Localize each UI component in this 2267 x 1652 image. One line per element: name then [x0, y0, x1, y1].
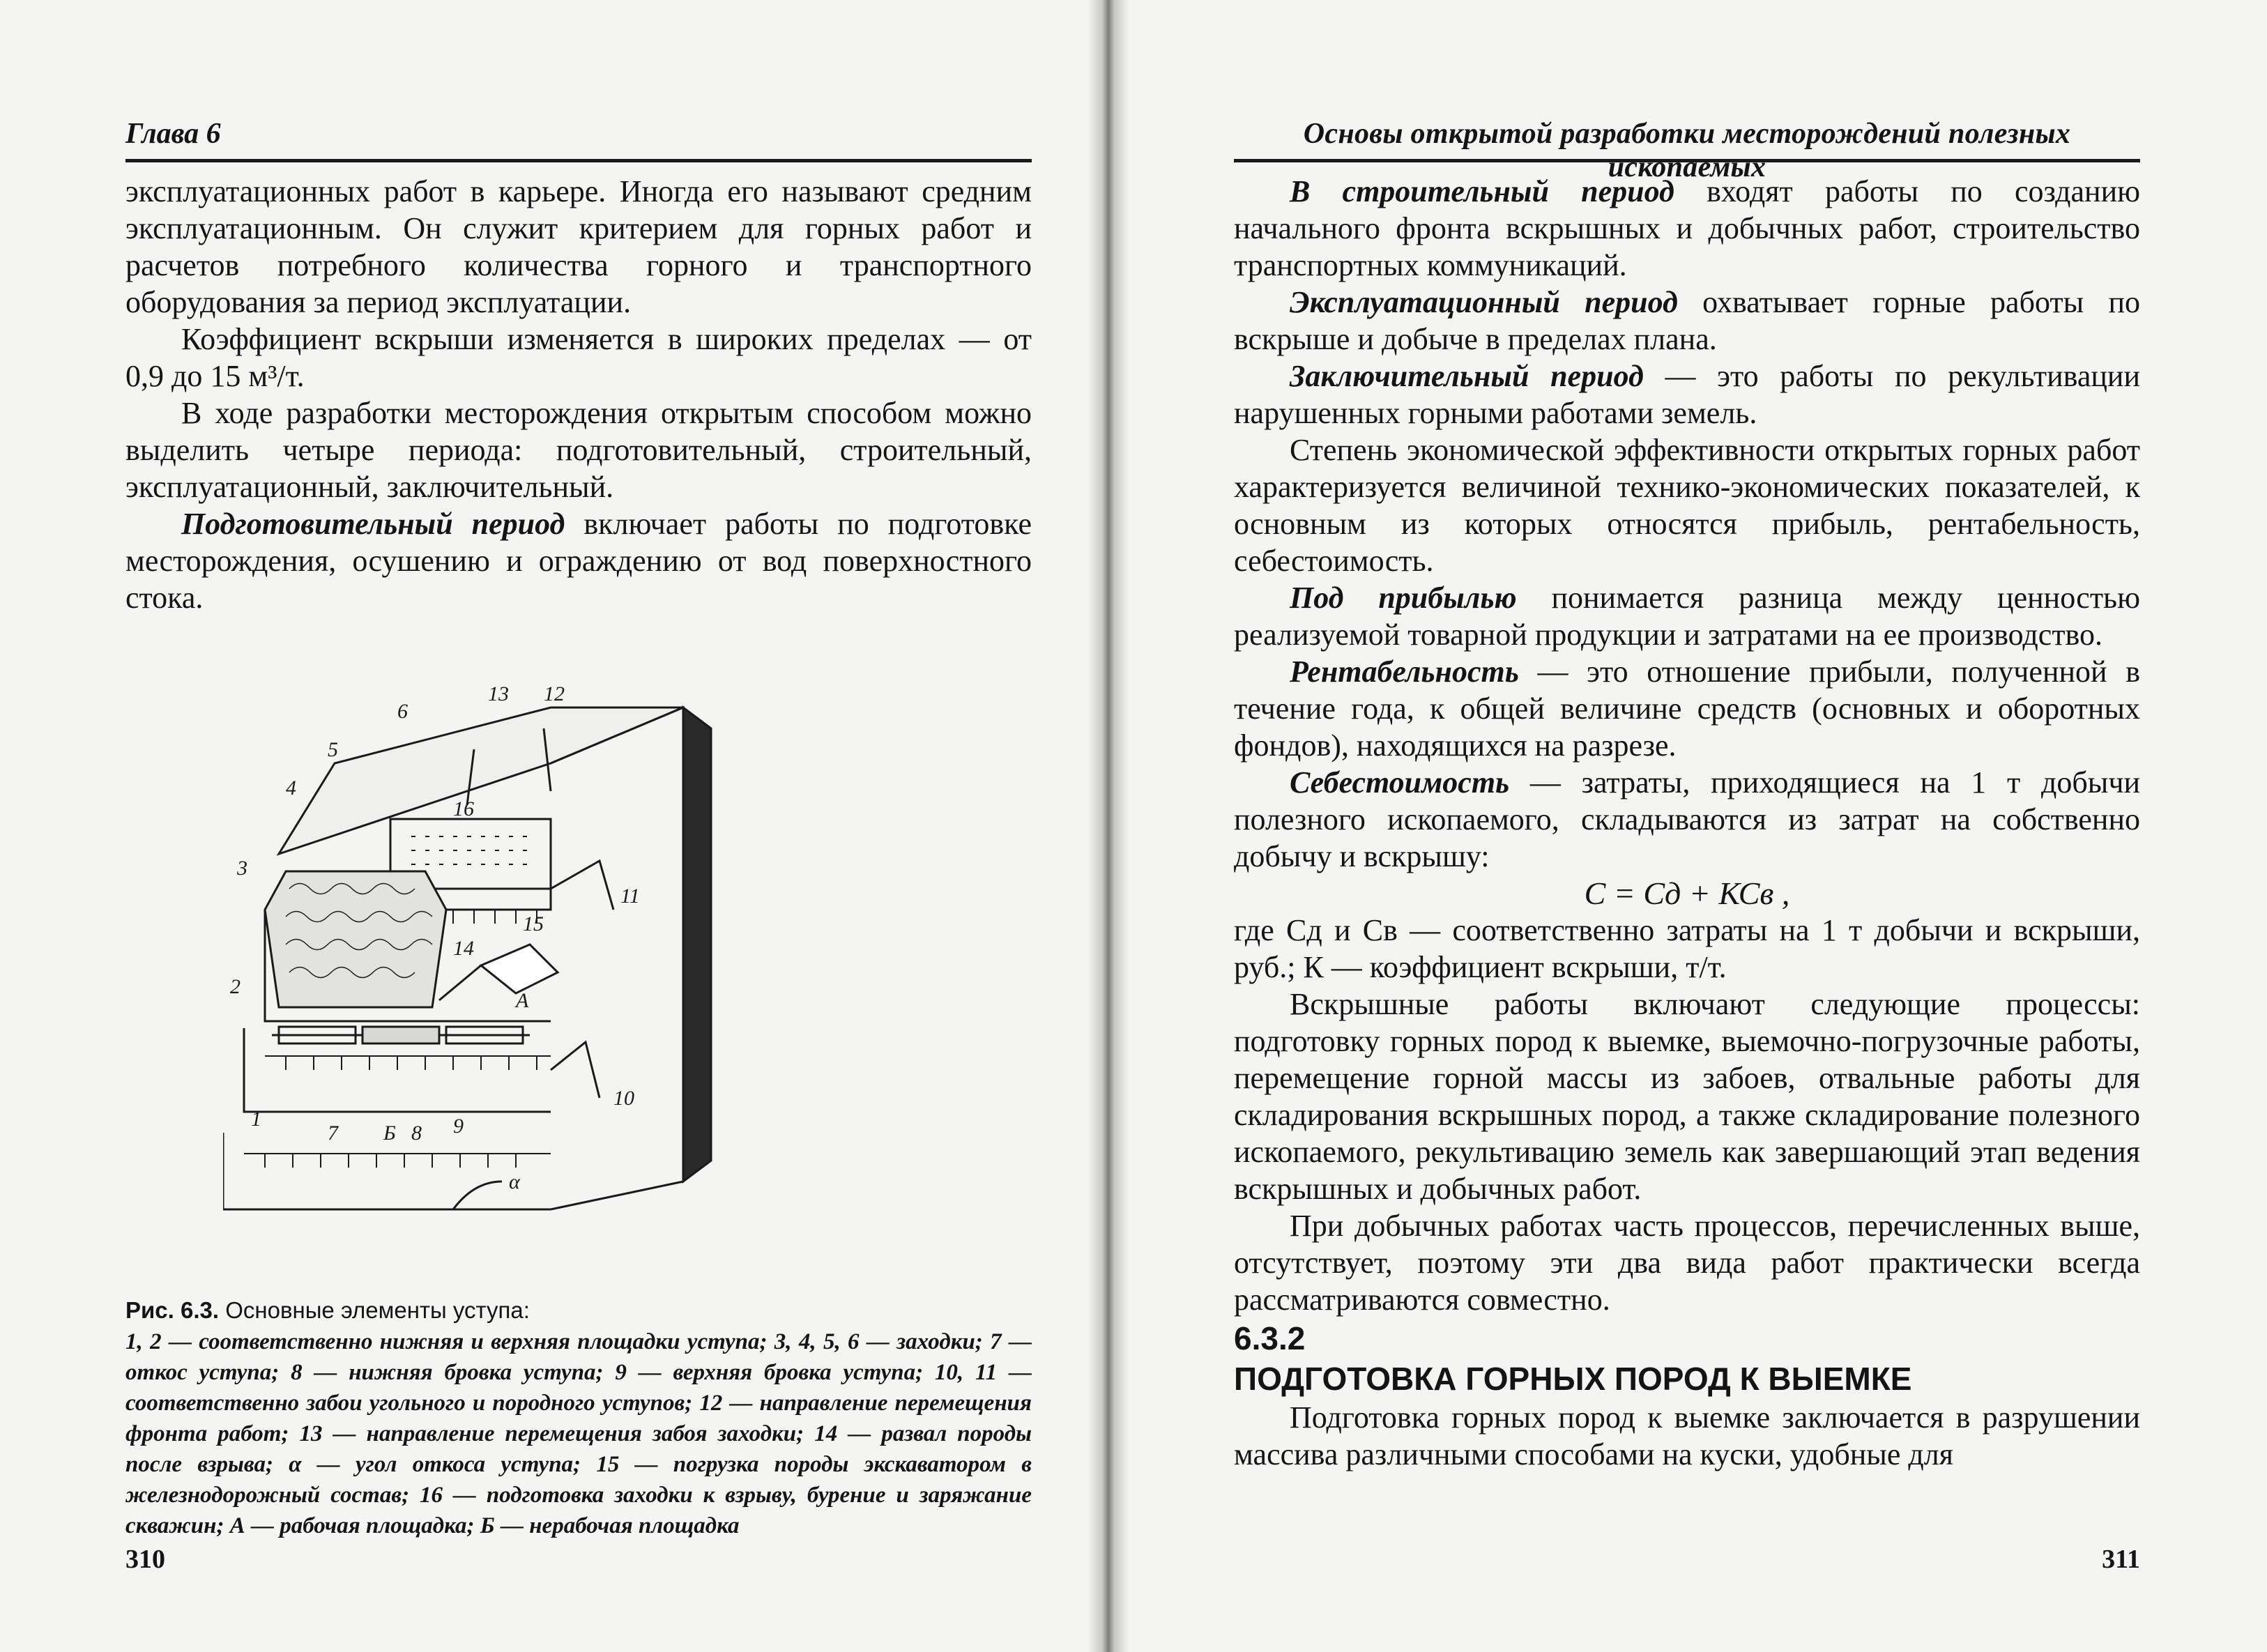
paragraph: [125, 505, 1032, 616]
paragraph-text: входят работы по созданию начального фронта вскрышных и добычных работ, строительство транспортных коммуникаций.: [1234, 174, 2140, 282]
term-construction-period: В строительный период: [1290, 174, 1674, 208]
term-profit: Под прибылью: [1290, 581, 1517, 615]
top-surface: [279, 708, 683, 854]
term-final-period: Заключительный период: [1290, 359, 1644, 393]
caption-title: Рис. 6.3.: [125, 1297, 220, 1323]
running-head-left: Глава 6: [125, 117, 1032, 162]
fig-label-8: 8: [411, 1122, 422, 1145]
fig-label-12: 12: [544, 682, 565, 705]
excavator-15: [481, 944, 558, 993]
fig-label-16: 16: [453, 797, 474, 820]
slope-angle: [453, 1181, 502, 1209]
fig-label-5: 5: [328, 738, 338, 761]
paragraph-text: — это отношение прибыли, полученной в течение года, к общей величине средств (основных и оборотных фондов), находящихся на разрезе.: [1234, 655, 2140, 763]
fig-label-7: 7: [328, 1122, 338, 1145]
coal-face-10: [551, 1042, 600, 1098]
rail-wagon-loaded: [362, 1027, 439, 1043]
paragraph: Коэффициент вскрыши изменяется в широких пределах — от 0,9 до 15 м³/т.: [125, 322, 1032, 393]
caption-body: 1, 2 — соответственно нижняя и верхняя площадки уступа; 3, 4, 5, 6 — заходки; 7 — откос уступа; 8 — нижняя бровка уступа; 9 — верхняя бровка уступа; 10, 11 — соответственно забои угольного и породного уступов; 12 — направление перемещения фронта работ; 13 — направление перемещения забоя заходки; 14 — развал породы после взрыва; α — угол откоса уступа; 15 — погрузка породы экскаватором в железнодорожный состав; 16 — подготовка заходки к взрыву, бурение и заряжание скважин; А — рабочая площадка; Б — нерабочая площадка: [125, 1329, 1032, 1538]
fig-label-6: 6: [397, 700, 408, 723]
right-body-text: [1234, 173, 2140, 1473]
left-page: [125, 0, 1032, 1652]
right-face: [551, 708, 683, 1209]
figure-caption: [125, 1295, 1032, 1541]
paragraph: [1234, 358, 2140, 431]
book-gutter: [1087, 0, 1129, 1652]
paragraph: Подготовка горных пород к выемке заключается в разрушении массива различными способами на куски, удобные для: [1234, 1400, 2140, 1471]
fig-label-13: 13: [488, 682, 509, 705]
paragraph: Вскрышные работы включают следующие процессы: подготовку горных пород к выемке, выемочно-погрузочные работы, перемещение горной массы из забоев, отвальные работы для складирования вскрышных пород, а также складирование полезного ископаемого, рекультивацию земель как завершающий этап ведения вскрышных и добычных работ.: [1234, 987, 2140, 1206]
fig-label-3: 3: [237, 857, 247, 880]
paragraph-text: — затраты, приходящиеся на 1 т добычи полезного ископаемого, складываются из затрат на собственно добычу и вскрышу:: [1234, 765, 2140, 873]
paragraph-text: включает работы по подготовке месторождения, осушению и ограждению от вод поверхностного стока.: [125, 507, 1032, 615]
right-page: [1234, 0, 2140, 1652]
fig-label-alpha: α: [509, 1170, 520, 1193]
fig-label-B: Б: [383, 1122, 396, 1145]
caption-title-rest: Основные элементы уступа:: [219, 1297, 530, 1323]
fig-label-10: 10: [613, 1087, 634, 1110]
term-operational-period: Эксплуатационный период: [1290, 285, 1678, 319]
paragraph: В ходе разработки месторождения открытым способом можно выделить четыре периода: подготовительный, строительный, эксплуатационный, заключительный.: [125, 396, 1032, 504]
paragraph-text: понимается разница между ценностью реализуемой товарной продукции и затратами на ее производство.: [1234, 581, 2140, 652]
fig-label-15: 15: [523, 912, 544, 935]
term-preparatory-period: Подготовительный период: [181, 507, 565, 541]
paragraph: где Сд и Св — соответственно затраты на 1 т добычи и вскрыши, руб.; К — коэффициент вскрыши, т/т.: [1234, 913, 2140, 984]
term-profitability: Рентабельность: [1290, 655, 1519, 689]
paragraph: эксплуатационных работ в карьере. Иногда его называют средним эксплуатационным. Он служит критерием для горных работ и расчетов потребного количества горного и транспортного оборудования за период эксплуатации.: [125, 174, 1032, 319]
fig-label-14: 14: [453, 937, 474, 960]
fig-label-11: 11: [620, 885, 640, 908]
fig-label-9: 9: [453, 1115, 464, 1138]
page-number-left: 310: [125, 1545, 165, 1574]
paragraph: [1234, 764, 2140, 875]
paragraph: При добычных работах часть процессов, перечисленных выше, отсутствует, поэтому эти два вида работ практически всегда рассматриваются совместно.: [1234, 1209, 2140, 1317]
right-wall: [683, 708, 711, 1181]
paragraph: [1234, 653, 2140, 764]
section-number: 6.3.2: [1234, 1320, 1306, 1356]
fig-label-2: 2: [230, 975, 241, 998]
section-title: ПОДГОТОВКА ГОРНЫХ ПОРОД К ВЫЕМКЕ: [1234, 1361, 1912, 1397]
paragraph: [1234, 284, 2140, 358]
cost-formula: С = Сд + КСв ,: [1584, 875, 1790, 911]
running-head-right: Основы открытой разработки месторождений полезных ископаемых: [1234, 117, 2140, 162]
left-body-text: [125, 173, 1032, 616]
paragraph-text: охватывает горные работы по вскрыше и добыче в пределах плана.: [1234, 285, 2140, 356]
page-number-right: 311: [2102, 1545, 2140, 1574]
paragraph: [1234, 173, 2140, 284]
paragraph: Степень экономической эффективности открытых горных работ характеризуется величиной технико-экономических показателей, к основным из которых относятся прибыль, рентабельность, себестоимость.: [1234, 433, 2140, 578]
paragraph-text: — это работы по рекультивации нарушенных горными работами земель.: [1234, 359, 2141, 430]
bench-elements-figure: [223, 680, 920, 1258]
term-cost: Себестоимость: [1290, 765, 1510, 800]
fig-label-4: 4: [286, 777, 296, 800]
rock-face-11: [551, 861, 613, 910]
fig-label-A: А: [516, 989, 529, 1012]
fig-label-1: 1: [251, 1108, 261, 1131]
paragraph: [1234, 579, 2140, 653]
